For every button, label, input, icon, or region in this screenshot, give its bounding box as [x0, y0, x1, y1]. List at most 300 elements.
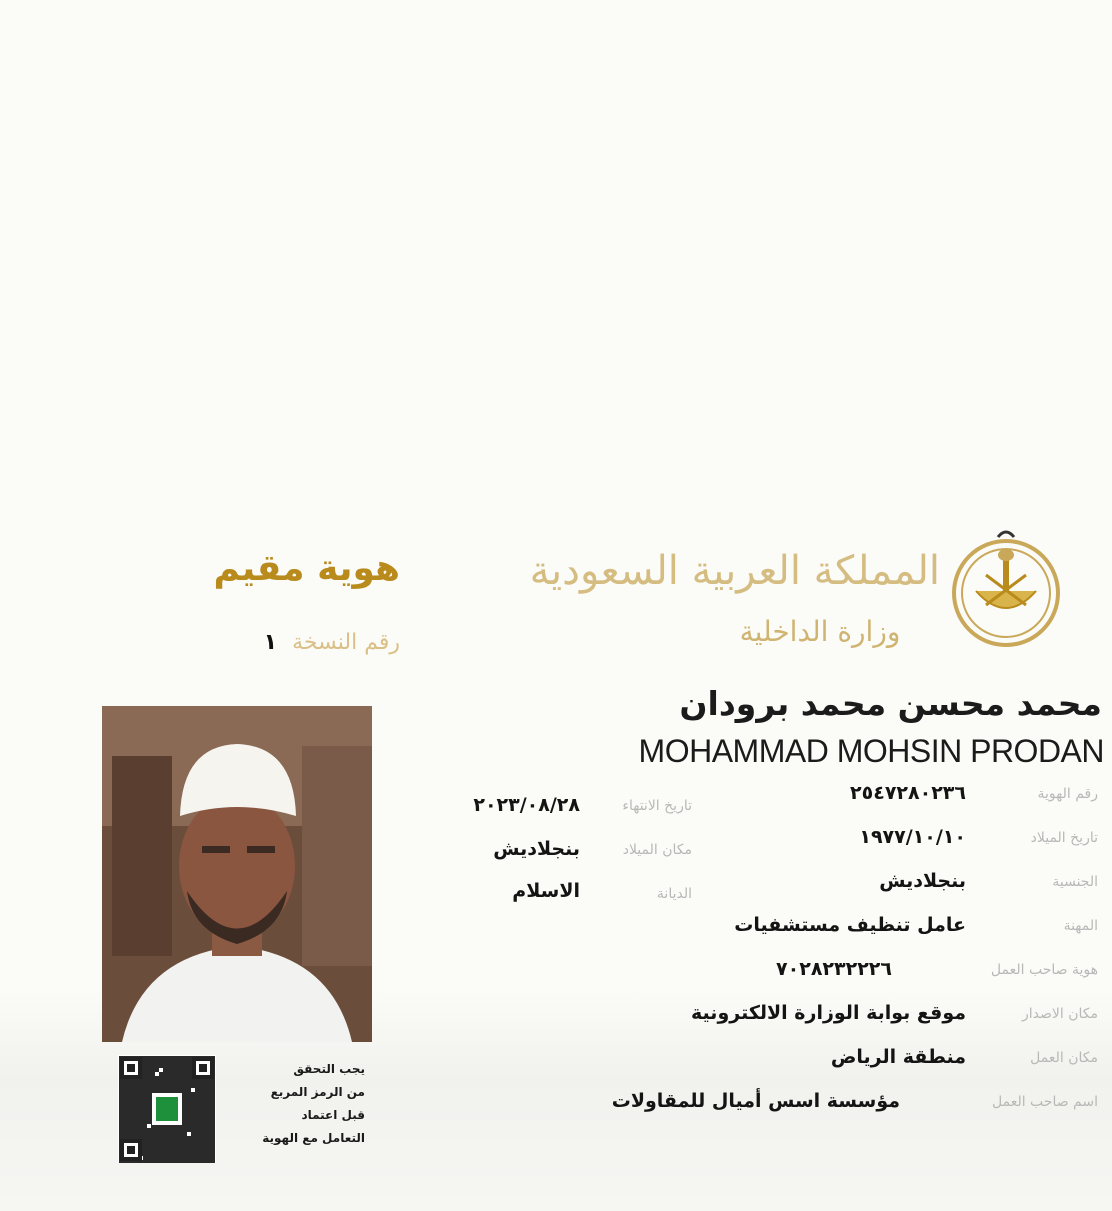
qr-module — [131, 1080, 135, 1084]
qr-module — [203, 1132, 207, 1136]
qr-module — [151, 1140, 155, 1144]
qr-module — [147, 1100, 151, 1104]
id-number-label: رقم الهوية — [1037, 786, 1098, 802]
qr-module — [179, 1088, 183, 1092]
qr-module — [135, 1084, 139, 1088]
qr-module — [183, 1080, 187, 1084]
qr-module — [127, 1104, 131, 1108]
qr-module — [211, 1096, 215, 1100]
qr-module — [119, 1096, 123, 1100]
qr-module — [195, 1112, 199, 1116]
qr-module — [179, 1140, 183, 1144]
qr-module — [167, 1148, 171, 1152]
qr-module — [155, 1064, 159, 1068]
qr-module — [127, 1080, 131, 1084]
qr-module — [179, 1144, 183, 1148]
qr-module — [171, 1140, 175, 1144]
qr-module — [191, 1100, 195, 1104]
qr-module — [147, 1092, 151, 1096]
qr-module — [143, 1056, 147, 1060]
qr-module — [175, 1080, 179, 1084]
qr-module — [139, 1096, 143, 1100]
qr-module — [207, 1092, 211, 1096]
qr-module — [155, 1128, 159, 1132]
qr-module — [123, 1096, 127, 1100]
qr-module — [187, 1080, 191, 1084]
qr-module — [199, 1124, 203, 1128]
qr-module — [131, 1096, 135, 1100]
qr-module — [195, 1136, 199, 1140]
qr-module — [123, 1124, 127, 1128]
qr-module — [131, 1120, 135, 1124]
qr-module — [171, 1068, 175, 1072]
qr-module — [151, 1128, 155, 1132]
qr-module — [119, 1104, 123, 1108]
qr-module — [163, 1136, 167, 1140]
qr-module — [131, 1112, 135, 1116]
qr-module — [159, 1152, 163, 1156]
qr-module — [151, 1132, 155, 1136]
qr-module — [135, 1092, 139, 1096]
qr-module — [123, 1120, 127, 1124]
religion-label: الديانة — [656, 886, 692, 902]
qr-module — [199, 1108, 203, 1112]
qr-module — [179, 1068, 183, 1072]
qr-module — [183, 1120, 187, 1124]
qr-module — [179, 1148, 183, 1152]
qr-module — [163, 1148, 167, 1152]
qr-module — [147, 1160, 151, 1163]
qr-module — [139, 1132, 143, 1136]
qr-module — [183, 1144, 187, 1148]
qr-module — [139, 1104, 143, 1108]
qr-module — [203, 1140, 207, 1144]
birth-place-label: مكان الميلاد — [622, 842, 692, 858]
qr-module — [123, 1104, 127, 1108]
qr-module — [155, 1140, 159, 1144]
qr-module — [171, 1072, 175, 1076]
qr-module — [123, 1132, 127, 1136]
qr-module — [203, 1100, 207, 1104]
qr-module — [187, 1152, 191, 1156]
qr-module — [131, 1124, 135, 1128]
qr-module — [187, 1128, 191, 1132]
qr-module — [171, 1128, 175, 1132]
qr-module — [167, 1088, 171, 1092]
qr-module — [207, 1104, 211, 1108]
qr-module — [203, 1152, 207, 1156]
qr-module — [127, 1084, 131, 1088]
qr-module — [119, 1120, 123, 1124]
qr-verification-notice — [225, 1058, 365, 1150]
qr-module — [155, 1160, 159, 1163]
qr-module — [155, 1144, 159, 1148]
qr-module — [183, 1156, 187, 1160]
qr-module — [175, 1056, 179, 1060]
qr-module — [179, 1064, 183, 1068]
qr-module — [183, 1076, 187, 1080]
qr-module — [163, 1080, 167, 1084]
qr-module — [183, 1088, 187, 1092]
qr-module — [187, 1156, 191, 1160]
qr-module — [143, 1072, 147, 1076]
qr-module — [179, 1084, 183, 1088]
qr-module — [135, 1112, 139, 1116]
issue-place-label: مكان الاصدار — [1022, 1006, 1098, 1022]
qr-module — [155, 1060, 159, 1064]
qr-module — [191, 1132, 195, 1136]
qr-module — [131, 1092, 135, 1096]
qr-module — [187, 1096, 191, 1100]
qr-module — [155, 1088, 159, 1092]
qr-module — [179, 1060, 183, 1064]
qr-module — [183, 1152, 187, 1156]
qr-module — [195, 1116, 199, 1120]
qr-module — [119, 1128, 123, 1132]
qr-module — [207, 1080, 211, 1084]
ministry-name: وزارة الداخلية — [739, 615, 901, 648]
qr-module — [143, 1140, 147, 1144]
qr-module — [159, 1060, 163, 1064]
qr-module — [183, 1160, 187, 1163]
qr-module — [143, 1100, 147, 1104]
qr-module — [187, 1092, 191, 1096]
qr-module — [167, 1064, 171, 1068]
qr-module — [127, 1132, 131, 1136]
qr-module — [151, 1144, 155, 1148]
qr-module — [135, 1132, 139, 1136]
qr-module — [119, 1088, 123, 1092]
qr-module — [203, 1136, 207, 1140]
qr-module — [199, 1132, 203, 1136]
qr-module — [151, 1060, 155, 1064]
qr-module — [159, 1148, 163, 1152]
qr-module — [203, 1092, 207, 1096]
qr-module — [143, 1084, 147, 1088]
qr-module — [199, 1092, 203, 1096]
qr-module — [143, 1088, 147, 1092]
qr-module — [195, 1120, 199, 1124]
qr-module — [175, 1064, 179, 1068]
qr-module — [143, 1080, 147, 1084]
qr-module — [151, 1088, 155, 1092]
qr-module — [127, 1124, 131, 1128]
qr-module — [183, 1056, 187, 1060]
qr-module — [203, 1088, 207, 1092]
qr-module — [167, 1060, 171, 1064]
qr-module — [143, 1136, 147, 1140]
qr-module — [183, 1092, 187, 1096]
qr-module — [179, 1160, 183, 1163]
qr-module — [163, 1068, 167, 1072]
qr-module — [199, 1140, 203, 1144]
religion-value: الاسلام — [512, 880, 580, 902]
qr-module — [171, 1160, 175, 1163]
qr-module — [207, 1116, 211, 1120]
qr-module — [139, 1084, 143, 1088]
qr-module — [211, 1088, 215, 1092]
qr-module — [159, 1088, 163, 1092]
birth-date-value: ١٩٧٧/١٠/١٠ — [859, 826, 966, 848]
qr-module — [143, 1152, 147, 1156]
qr-module — [207, 1152, 211, 1156]
qr-module — [139, 1080, 143, 1084]
qr-module — [151, 1160, 155, 1163]
qr-module — [199, 1100, 203, 1104]
qr-module — [151, 1064, 155, 1068]
qr-module — [147, 1056, 151, 1060]
qr-module — [135, 1088, 139, 1092]
qr-module — [171, 1136, 175, 1140]
qr-module — [131, 1084, 135, 1088]
qr-module — [187, 1160, 191, 1163]
qr-module — [147, 1116, 151, 1120]
qr-module — [147, 1108, 151, 1112]
qr-module — [123, 1112, 127, 1116]
qr-module — [203, 1084, 207, 1088]
qr-module — [147, 1084, 151, 1088]
qr-module — [187, 1088, 191, 1092]
qr-module — [143, 1124, 147, 1128]
qr-module — [183, 1112, 187, 1116]
qr-module — [199, 1148, 203, 1152]
qr-module — [179, 1128, 183, 1132]
qr-module — [195, 1092, 199, 1096]
qr-module — [175, 1072, 179, 1076]
qr-module — [159, 1136, 163, 1140]
qr-module — [183, 1096, 187, 1100]
qr-module — [151, 1148, 155, 1152]
qr-module — [139, 1108, 143, 1112]
qr-module — [171, 1060, 175, 1064]
holder-name-arabic: محمد محسن محمد برودان — [679, 684, 1102, 723]
qr-module — [163, 1144, 167, 1148]
qr-module — [147, 1140, 151, 1144]
qr-module — [179, 1136, 183, 1140]
qr-module — [163, 1128, 167, 1132]
qr-module — [195, 1144, 199, 1148]
qr-module — [199, 1112, 203, 1116]
qr-module — [175, 1156, 179, 1160]
qr-module — [183, 1068, 187, 1072]
version-number: ١ — [263, 630, 278, 655]
qr-module — [183, 1148, 187, 1152]
qr-module — [163, 1056, 167, 1060]
qr-module — [183, 1140, 187, 1144]
qr-module — [175, 1068, 179, 1072]
qr-module — [171, 1156, 175, 1160]
qr-module — [187, 1140, 191, 1144]
qr-module — [199, 1080, 203, 1084]
qr-module — [143, 1128, 147, 1132]
qr-module — [135, 1124, 139, 1128]
qr-module — [167, 1076, 171, 1080]
qr-module — [167, 1084, 171, 1088]
version-label: رقم النسخة — [292, 630, 400, 655]
qr-module — [211, 1084, 215, 1088]
qr-module — [187, 1056, 191, 1060]
qr-module — [191, 1092, 195, 1096]
work-place-value: منطقة الرياض — [830, 1046, 966, 1068]
qr-module — [183, 1128, 187, 1132]
kingdom-emblem-icon — [946, 525, 1066, 655]
expiry-value: ٢٠٢٣/٠٨/٢٨ — [473, 794, 580, 816]
qr-module — [159, 1128, 163, 1132]
qr-module — [195, 1080, 199, 1084]
qr-code — [118, 1055, 216, 1163]
qr-module — [155, 1152, 159, 1156]
qr-module — [175, 1152, 179, 1156]
qr-module — [151, 1076, 155, 1080]
birth-place-value: بنجلاديش — [493, 838, 580, 860]
qr-module — [139, 1112, 143, 1116]
qr-module — [191, 1084, 195, 1088]
qr-module — [175, 1148, 179, 1152]
qr-module — [147, 1148, 151, 1152]
qr-module — [191, 1096, 195, 1100]
qr-module — [207, 1108, 211, 1112]
employer-name-label: اسم صاحب العمل — [992, 1094, 1098, 1110]
qr-module — [135, 1100, 139, 1104]
qr-module — [167, 1152, 171, 1156]
qr-module — [127, 1116, 131, 1120]
qr-module — [175, 1088, 179, 1092]
qr-module — [147, 1068, 151, 1072]
qr-module — [143, 1148, 147, 1152]
qr-module — [187, 1076, 191, 1080]
id-type-title: هوية مقيم — [213, 548, 400, 589]
qr-module — [195, 1104, 199, 1108]
qr-module — [127, 1128, 131, 1132]
qr-module — [195, 1128, 199, 1132]
qr-module — [199, 1088, 203, 1092]
qr-module — [191, 1140, 195, 1144]
qr-module — [187, 1108, 191, 1112]
qr-module — [159, 1056, 163, 1060]
qr-module — [203, 1104, 207, 1108]
employer-name-value: مؤسسة اسس أميال للمقاولات — [611, 1090, 900, 1112]
qr-module — [147, 1152, 151, 1156]
qr-notice-line: من الرمز المربع — [270, 1085, 365, 1099]
qr-module — [195, 1156, 199, 1160]
qr-module — [207, 1136, 211, 1140]
qr-module — [199, 1084, 203, 1088]
qr-module — [123, 1100, 127, 1104]
qr-module — [159, 1072, 163, 1076]
employer-id-value: ٧٠٢٨٢٣٢٢٢٦ — [776, 958, 892, 980]
qr-module — [211, 1136, 215, 1140]
qr-module — [211, 1100, 215, 1104]
qr-module — [119, 1124, 123, 1128]
qr-notice-line: يجب التحقق — [293, 1062, 365, 1076]
qr-module — [191, 1144, 195, 1148]
qr-module — [187, 1064, 191, 1068]
qr-module — [167, 1144, 171, 1148]
qr-module — [155, 1084, 159, 1088]
qr-module — [183, 1116, 187, 1120]
qr-module — [147, 1128, 151, 1132]
qr-module — [183, 1084, 187, 1088]
qr-module — [143, 1116, 147, 1120]
qr-module — [147, 1136, 151, 1140]
qr-module — [163, 1140, 167, 1144]
qr-module — [119, 1112, 123, 1116]
qr-module — [151, 1152, 155, 1156]
qr-module — [127, 1120, 131, 1124]
qr-module — [147, 1144, 151, 1148]
qr-module — [167, 1068, 171, 1072]
qr-module — [191, 1108, 195, 1112]
qr-module — [167, 1160, 171, 1163]
qr-module — [123, 1116, 127, 1120]
qr-module — [183, 1108, 187, 1112]
qr-module — [211, 1160, 215, 1163]
profession-value: عامل تنظيف مستشفيات — [734, 914, 966, 936]
qr-module — [147, 1060, 151, 1064]
qr-module — [211, 1108, 215, 1112]
qr-module — [195, 1132, 199, 1136]
qr-module — [171, 1148, 175, 1152]
nationality-label: الجنسية — [1052, 874, 1098, 890]
qr-module — [175, 1160, 179, 1163]
qr-module — [163, 1064, 167, 1068]
qr-module — [199, 1144, 203, 1148]
qr-module — [175, 1128, 179, 1132]
qr-module — [203, 1148, 207, 1152]
qr-module — [187, 1100, 191, 1104]
employer-id-label: هوية صاحب العمل — [990, 962, 1098, 978]
qr-module — [211, 1112, 215, 1116]
qr-module — [207, 1132, 211, 1136]
qr-module — [195, 1152, 199, 1156]
qr-module — [127, 1092, 131, 1096]
qr-module — [187, 1112, 191, 1116]
qr-module — [203, 1120, 207, 1124]
qr-module — [203, 1124, 207, 1128]
qr-module — [211, 1144, 215, 1148]
profession-label: المهنة — [1063, 918, 1098, 934]
qr-module — [147, 1064, 151, 1068]
qr-module — [131, 1088, 135, 1092]
qr-module — [171, 1084, 175, 1088]
qr-module — [147, 1104, 151, 1108]
qr-module — [199, 1156, 203, 1160]
qr-module — [131, 1132, 135, 1136]
qr-module — [147, 1080, 151, 1084]
issue-place-value: موقع بوابة الوزارة الالكترونية — [691, 1002, 966, 1024]
qr-module — [171, 1152, 175, 1156]
qr-module — [203, 1128, 207, 1132]
qr-module — [151, 1068, 155, 1072]
qr-module — [207, 1088, 211, 1092]
qr-module — [147, 1156, 151, 1160]
qr-module — [179, 1072, 183, 1076]
qr-module — [143, 1060, 147, 1064]
qr-module — [187, 1084, 191, 1088]
qr-module — [207, 1084, 211, 1088]
qr-module — [203, 1096, 207, 1100]
qr-module — [155, 1076, 159, 1080]
qr-module — [119, 1084, 123, 1088]
qr-module — [167, 1156, 171, 1160]
qr-module — [207, 1100, 211, 1104]
qr-module — [211, 1124, 215, 1128]
qr-module — [151, 1080, 155, 1084]
qr-module — [135, 1128, 139, 1132]
qr-module — [155, 1136, 159, 1140]
qr-module — [143, 1132, 147, 1136]
qr-module — [179, 1132, 183, 1136]
